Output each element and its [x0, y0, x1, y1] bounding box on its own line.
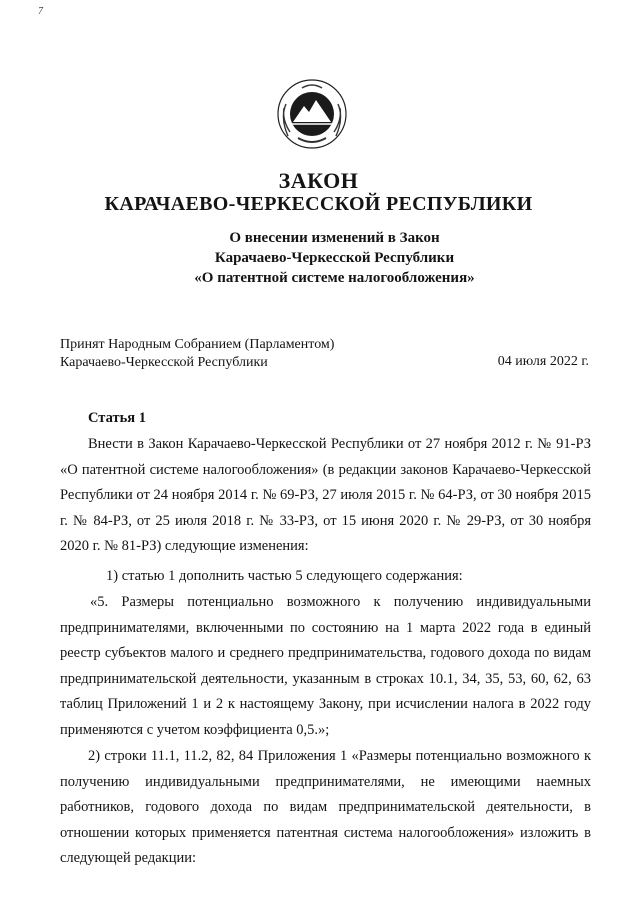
article-heading: Статья 1 [88, 410, 146, 426]
subtitle-line-3: «О патентной системе налогообложения» [194, 270, 475, 286]
adoption-line-1: Принят Народным Собранием (Парламентом) [60, 337, 335, 352]
republic-title: КАРАЧАЕВО-ЧЕРКЕССКОЙ РЕСПУБЛИКИ [104, 193, 533, 215]
emblem-icon [276, 78, 348, 150]
subtitle-line-1: О внесении изменений в Закон [229, 230, 440, 246]
corner-mark: 7 [38, 6, 43, 17]
article-intro-paragraph: Внести в Закон Карачаево-Черкесской Республики от 27 ноября 2012 г. № 91-РЗ «О патентной системе налогообложения» (в редакции законов Карачаево-Черкесской Республики от 24 ноября 2014 г. № 69-РЗ, 27 июля 2015 г. № 64-РЗ, от 30 ноября 2015 г. № 84-РЗ, от 25 июля 2018 г. № 33-РЗ, от 15 июня 2020 г. № 29-РЗ, от 30 ноября 2020 г. № 81-РЗ) следующие изменения: [60, 436, 591, 555]
coat-of-arms-emblem [276, 78, 348, 150]
adoption-line-2: Карачаево-Черкесской Республики [60, 355, 268, 370]
article-item-1-quote: «5. Размеры потенциально возможного к получению индивидуальными предпринимателями, включенными по состоянию на 1 марта 2022 года в единый реестр субъектов малого и среднего предпринимательства, годового дохода по видам предпринимательской деятельности, указанным в строках 10.1, 34, 35, 53, 60, 62, 63 таблиц Приложений 1 и 2 к настоящему Закону, при исчислении налога в 2022 году применяются с учетом коэффициента 0,5.»; [60, 594, 591, 738]
law-title: ЗАКОН [278, 168, 359, 193]
subtitle-line-2: Карачаево-Черкесской Республики [214, 250, 455, 266]
adoption-date: 04 июля 2022 г. [497, 354, 589, 369]
article-item-2: 2) строки 11.1, 11.2, 82, 84 Приложения 1 «Размеры потенциально возможного к получению индивидуальными предпринимателями, не имеющими наемных работников, годового дохода по видам предпринимательской деятельности, в отношении которых применяется патентная система налогообложения» изложить в следующей редакции: [60, 748, 591, 867]
article-item-1: 1) статью 1 дополнить частью 5 следующего содержания: [106, 568, 463, 584]
